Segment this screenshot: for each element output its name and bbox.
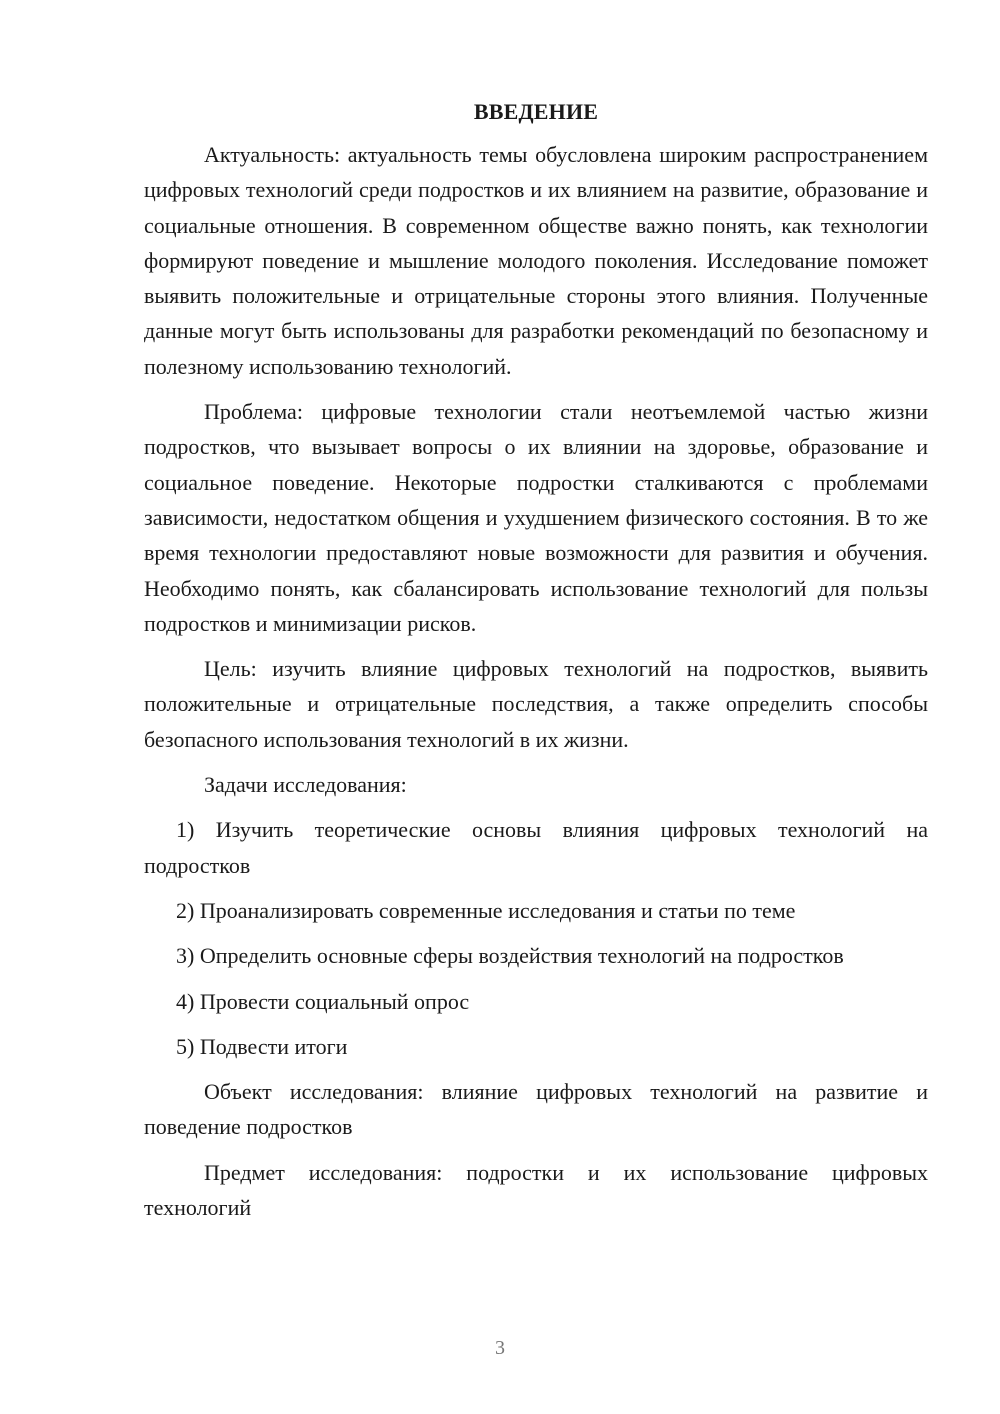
paragraph-relevance: Актуальность: актуальность темы обусловлена широким распространением цифровых технологий среди подростков и их влиянием на развитие, образование и социальные отношения. В современном обществе важно понять, как технологии формируют поведение и мышление молодого поколения. Исследование поможет выявить положительные и отрицательные стороны этого влияния. Полученные данные могут быть использованы для разработки рекомендаций по безопасному и полезному использованию технологий. [144, 142, 928, 379]
task-item: 3) Определить основные сферы воздействия технологий на подростков [176, 943, 844, 969]
paragraph-subject: Предмет исследования: подростки и их использование цифровых технологий [144, 1159, 928, 1221]
page-content [144, 94, 928, 1235]
paragraph-object: Объект исследования: влияние цифровых технологий на развитие и поведение подростков [144, 1079, 928, 1140]
task-item: 2) Проанализировать современные исследования и статьи по теме [176, 897, 796, 923]
paragraph-goal: Цель: изучить влияние цифровых технологий на подростков, выявить положительные и отрицательные последствия, а также определить способы безопасного использования технологий в их жизни. [144, 656, 928, 752]
paragraph-problem: Проблема: цифровые технологии стали неотъемлемой частью жизни подростков, что вызывает вопросы о их влиянии на здоровье, образование и социальное поведение. Некоторые подростки сталкиваются с проблемами зависимости, недостатком общения и ухудшением физического состояния. В то же время технологии предоставляют новые возможности для развития и обучения. Необходимо понять, как сбалансировать использование технологий для пользы подростков и минимизации рисков. [144, 399, 928, 636]
task-item: 4) Провести социальный опрос [176, 988, 470, 1014]
page-number: 3 [495, 1337, 505, 1359]
task-item: 5) Подвести итоги [176, 1033, 348, 1059]
section-heading: ВВЕДЕНИЕ [473, 99, 599, 124]
task-item: 1) Изучить теоретические основы влияния цифровых технологий на подростков [144, 817, 928, 878]
tasks-title: Задачи исследования: [204, 772, 407, 798]
